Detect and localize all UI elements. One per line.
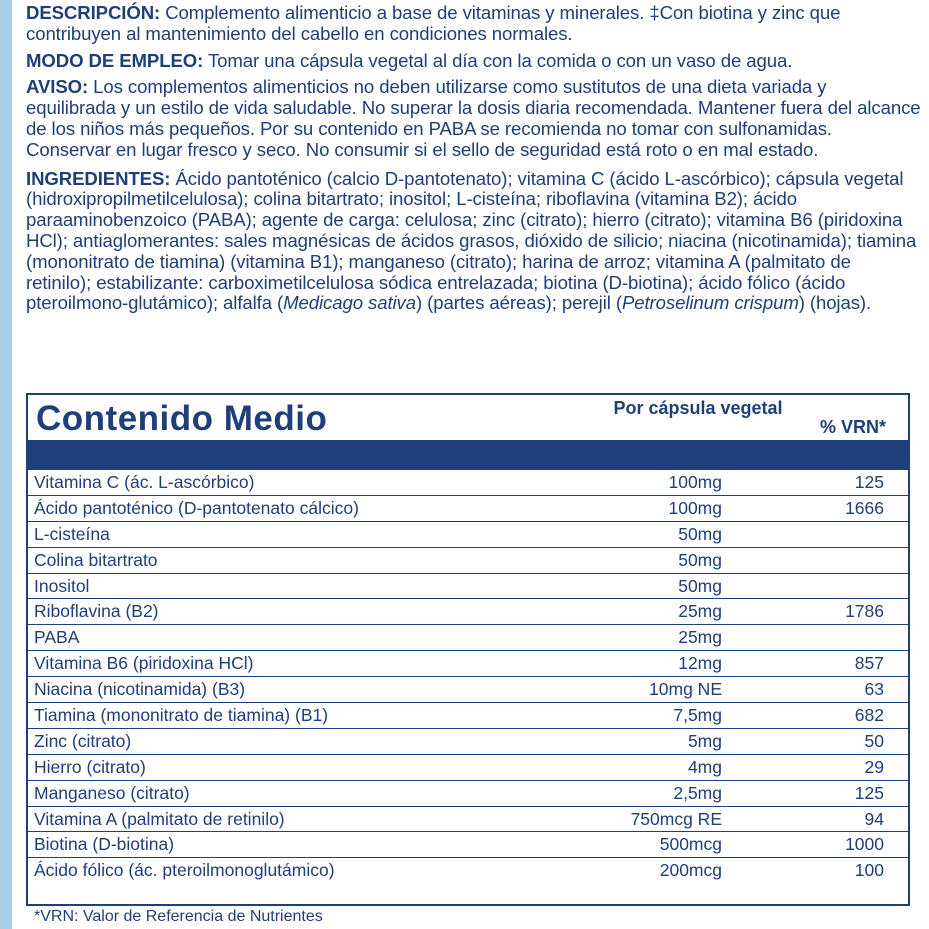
nutrient-name: Vitamina B6 (piridoxina HCl) [34, 653, 254, 674]
nutrient-name: PABA [34, 627, 80, 648]
table-row [28, 677, 908, 703]
nutrient-name: Zinc (citrato) [34, 730, 132, 751]
warning-text: Los complementos alimenticios no deben utilizarse como sustitutos de una dieta variada y equilibrada y un estilo de vida saludable. No superar la dosis diaria recomendada. Mantener fuera del alcance de los niños más pequeños. Por su contenido en PABA se recomienda no tomar con sulfonamidas. Conservar en lugar fresco y seco. No consumir si el sello de seguridad está roto o en mal estado. [26, 76, 921, 160]
table-header [28, 395, 908, 440]
description-label: DESCRIPCIÓN: [26, 2, 161, 23]
nutrient-amount: 200mcg [659, 860, 722, 881]
table-row [28, 651, 908, 677]
usage-paragraph [26, 51, 921, 72]
nutrient-name: Biotina (D-biotina) [34, 834, 175, 855]
table-header-band [28, 440, 908, 470]
nutrient-name: Ácido fólico (ác. pteroilmonoglutámico) [34, 860, 335, 881]
nutrient-vrn: 1000 [845, 834, 884, 855]
table-row [28, 599, 908, 625]
table-row [28, 807, 908, 833]
nutrient-amount: 10mg NE [649, 679, 722, 700]
nutrient-name: Niacina (nicotinamida) (B3) [34, 679, 246, 700]
ingredients-italic-a: Medicago sativa [283, 292, 416, 314]
nutrient-name: Riboflavina (B2) [34, 601, 159, 622]
table-body [28, 470, 908, 884]
column-header-amount: Por cápsula vegetal [613, 398, 783, 418]
nutrient-vrn: 50 [864, 730, 884, 751]
usage-text: Tomar una cápsula vegetal al día con la comida o con un vaso de agua. [203, 49, 793, 71]
nutrient-name: Tiamina (mononitrato de tiamina) (B1) [34, 705, 329, 726]
nutrient-amount: 12mg [678, 653, 722, 674]
nutrient-amount: 25mg [678, 627, 722, 648]
nutrient-vrn: 29 [864, 756, 884, 777]
nutrient-name: Manganeso (citrato) [34, 782, 190, 803]
nutrient-vrn: 94 [864, 808, 884, 829]
table-row [28, 729, 908, 755]
description-paragraph [26, 3, 921, 45]
nutrient-vrn: 682 [854, 705, 884, 726]
nutrient-name: L-cisteína [34, 523, 110, 544]
nutrient-name: Ácido pantoténico (D-pantotenato cálcico) [34, 497, 359, 518]
table-row [28, 781, 908, 807]
warning-paragraph [26, 77, 921, 160]
table-row [28, 832, 908, 858]
table-row [28, 703, 908, 729]
description-text: Complemento alimenticio a base de vitaminas y minerales. ‡Con biotina y zinc que contribuyen al mantenimiento del cabello en condiciones normales. [26, 2, 841, 44]
nutrient-amount: 2,5mg [673, 782, 722, 803]
nutrient-vrn: 1786 [845, 601, 884, 622]
warning-label: AVISO: [26, 76, 89, 98]
left-accent-bar [0, 0, 12, 929]
nutrient-amount: 500mcg [659, 834, 722, 855]
table-row [28, 470, 908, 496]
nutrient-amount: 750mcg RE [630, 808, 722, 829]
nutrient-name: Colina bitartrato [34, 549, 158, 570]
nutrient-name: Inositol [34, 575, 90, 596]
ingredients-italic-b: Petroselinum crispum [621, 292, 799, 314]
table-row [28, 548, 908, 574]
table-row [28, 496, 908, 522]
column-header-vrn: % VRN* [819, 417, 886, 437]
nutrient-name: Vitamina A (palmitato de retinilo) [34, 808, 285, 829]
usage-label: MODO DE EMPLEO: [26, 49, 204, 71]
nutrient-amount: 5mg [687, 730, 722, 751]
nutrient-amount: 50mg [678, 523, 722, 544]
nutrient-vrn: 125 [854, 782, 884, 803]
nutrient-vrn: 63 [864, 679, 884, 700]
table-row [28, 574, 908, 600]
label-text-block [26, 3, 921, 322]
nutrient-vrn: 1666 [845, 497, 884, 518]
table-row [28, 522, 908, 548]
footnote: *VRN: Valor de Referencia de Nutrientes [34, 908, 323, 925]
ingredients-text-c: ) (hojas). [798, 292, 872, 314]
nutrient-amount: 100mg [668, 472, 722, 492]
nutrient-amount: 4mg [687, 756, 722, 777]
nutrient-amount: 25mg [678, 601, 722, 622]
table-row [28, 858, 908, 884]
ingredients-label: INGREDIENTES: [26, 167, 171, 189]
ingredients-text-b: ) (partes aéreas); perejil ( [416, 292, 622, 314]
nutrient-amount: 100mg [668, 497, 722, 518]
nutrient-amount: 50mg [678, 575, 722, 596]
nutrient-amount: 50mg [678, 549, 722, 570]
nutrient-name: Hierro (citrato) [34, 756, 146, 777]
nutrient-vrn: 857 [854, 653, 884, 674]
nutrient-name: Vitamina C (ác. L-ascórbico) [34, 472, 255, 492]
nutrient-vrn: 125 [854, 472, 884, 492]
ingredients-text-a: Ácido pantoténico (calcio D-pantotenato); vitamina C (ácido L-ascórbico); cápsula vegetal (hidroxipropilmetilcelulosa); colina bitartrato; inositol; L-cisteína; riboflavina (vitamina B2); ácido paraaminobenzoico (PABA); agente de carga: celulosa; zinc (citrato); hierro (citrato); vitamina B6 (piridoxina HCl); antiaglomerantes: sales magnésicas de ácidos grasos, dióxido de silicio; niacina (nicotinamida); tiamina (mononitrato de tiamina) (vitamina B1); manganeso (citrato); harina de arroz; vitamina A (palmitato de retinilo); estabilizante: carboximetilcelulosa sódica entrelazada; biotina (D-biotina); ácido fólico (ácido pteroilmono-glutámico); alfalfa ( [26, 167, 917, 314]
ingredients-paragraph [26, 169, 921, 315]
nutrient-vrn: 100 [854, 860, 884, 881]
nutrition-table [26, 393, 910, 906]
nutrient-amount: 7,5mg [673, 705, 722, 726]
table-row [28, 625, 908, 651]
table-row [28, 755, 908, 781]
table-title: Contenido Medio [36, 399, 328, 438]
